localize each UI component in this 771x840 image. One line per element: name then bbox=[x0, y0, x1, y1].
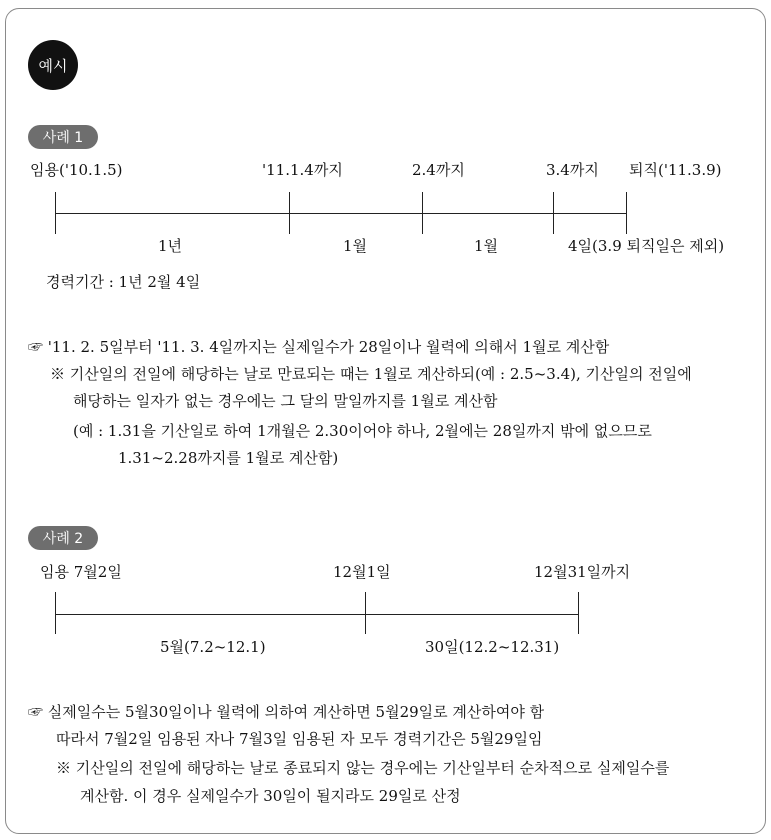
case1-note-main: ☞ '11. 2. 5일부터 '11. 3. 4일까지는 실제일수가 28일이나 월력에 의해서 1월로 계산함 bbox=[28, 338, 610, 356]
case1-point-end: 퇴직('11.3.9) bbox=[629, 161, 722, 179]
case1-tick bbox=[422, 192, 423, 234]
case2-tick bbox=[55, 592, 56, 634]
case1-career: 경력기간 : 1년 2월 4일 bbox=[46, 273, 201, 291]
case2-segment-1: 5월(7.2~12.1) bbox=[160, 638, 266, 656]
case2-tick bbox=[578, 592, 579, 634]
case1-segment-4: 4일(3.9 퇴직일은 제외) bbox=[568, 237, 725, 255]
case1-tick bbox=[289, 192, 290, 234]
case2-timeline bbox=[55, 614, 579, 615]
case1-timeline bbox=[55, 213, 627, 214]
case2-note-main: ☞ 실제일수는 5월30일이나 월력에 의하여 계산하면 5월29일로 계산하여야 함 bbox=[28, 703, 545, 721]
case2-tick bbox=[365, 592, 366, 634]
case1-segment-2: 1월 bbox=[343, 237, 368, 255]
case1-note-example-1: (예 : 1.31을 기산일로 하여 1개월은 2.30이어야 하나, 2월에는 28일까지 밖에 없으므로 bbox=[73, 422, 652, 440]
case2-note-line-2: 따라서 7월2일 임용된 자나 7월3일 임용된 자 모두 경력기간은 5월29일임 bbox=[56, 730, 543, 748]
case1-tick bbox=[55, 192, 56, 234]
case2-note-star-1: ※ 기산일의 전일에 해당하는 날로 종료되지 않는 경우에는 기산일부터 순차적으로 실제일수를 bbox=[56, 759, 670, 777]
case1-note-example-2: 1.31~2.28까지를 1월로 계산함) bbox=[118, 449, 339, 467]
case1-note-star-1: ※ 기산일의 전일에 해당하는 날로 만료되는 때는 1월로 계산하되(예 : 2.5~3.4), 기산일의 전일에 bbox=[50, 365, 692, 383]
case2-note-star-2: 계산함. 이 경우 실제일수가 30일이 될지라도 29일로 산정 bbox=[80, 787, 461, 805]
case1-tick bbox=[626, 192, 627, 234]
case2-point-start: 임용 7월2일 bbox=[40, 563, 122, 581]
case2-label: 사례 2 bbox=[28, 526, 98, 550]
case2-segment-2: 30일(12.2~12.31) bbox=[425, 638, 560, 656]
example-badge: 예시 bbox=[28, 40, 78, 90]
case2-point-2: 12월1일 bbox=[333, 563, 391, 581]
case1-label: 사례 1 bbox=[28, 125, 98, 149]
case1-point-3: 2.4까지 bbox=[412, 161, 465, 179]
case1-segment-3: 1월 bbox=[474, 237, 499, 255]
case1-note-star-2: 해당하는 일자가 없는 경우에는 그 달의 말일까지를 1월로 계산함 bbox=[73, 392, 498, 410]
case2-point-end: 12월31일까지 bbox=[534, 563, 631, 581]
case1-point-4: 3.4까지 bbox=[546, 161, 599, 179]
case1-point-start: 임용('10.1.5) bbox=[30, 161, 123, 179]
case1-tick bbox=[553, 192, 554, 234]
case1-segment-1: 1년 bbox=[158, 237, 183, 255]
case1-point-2: '11.1.4까지 bbox=[262, 161, 343, 179]
